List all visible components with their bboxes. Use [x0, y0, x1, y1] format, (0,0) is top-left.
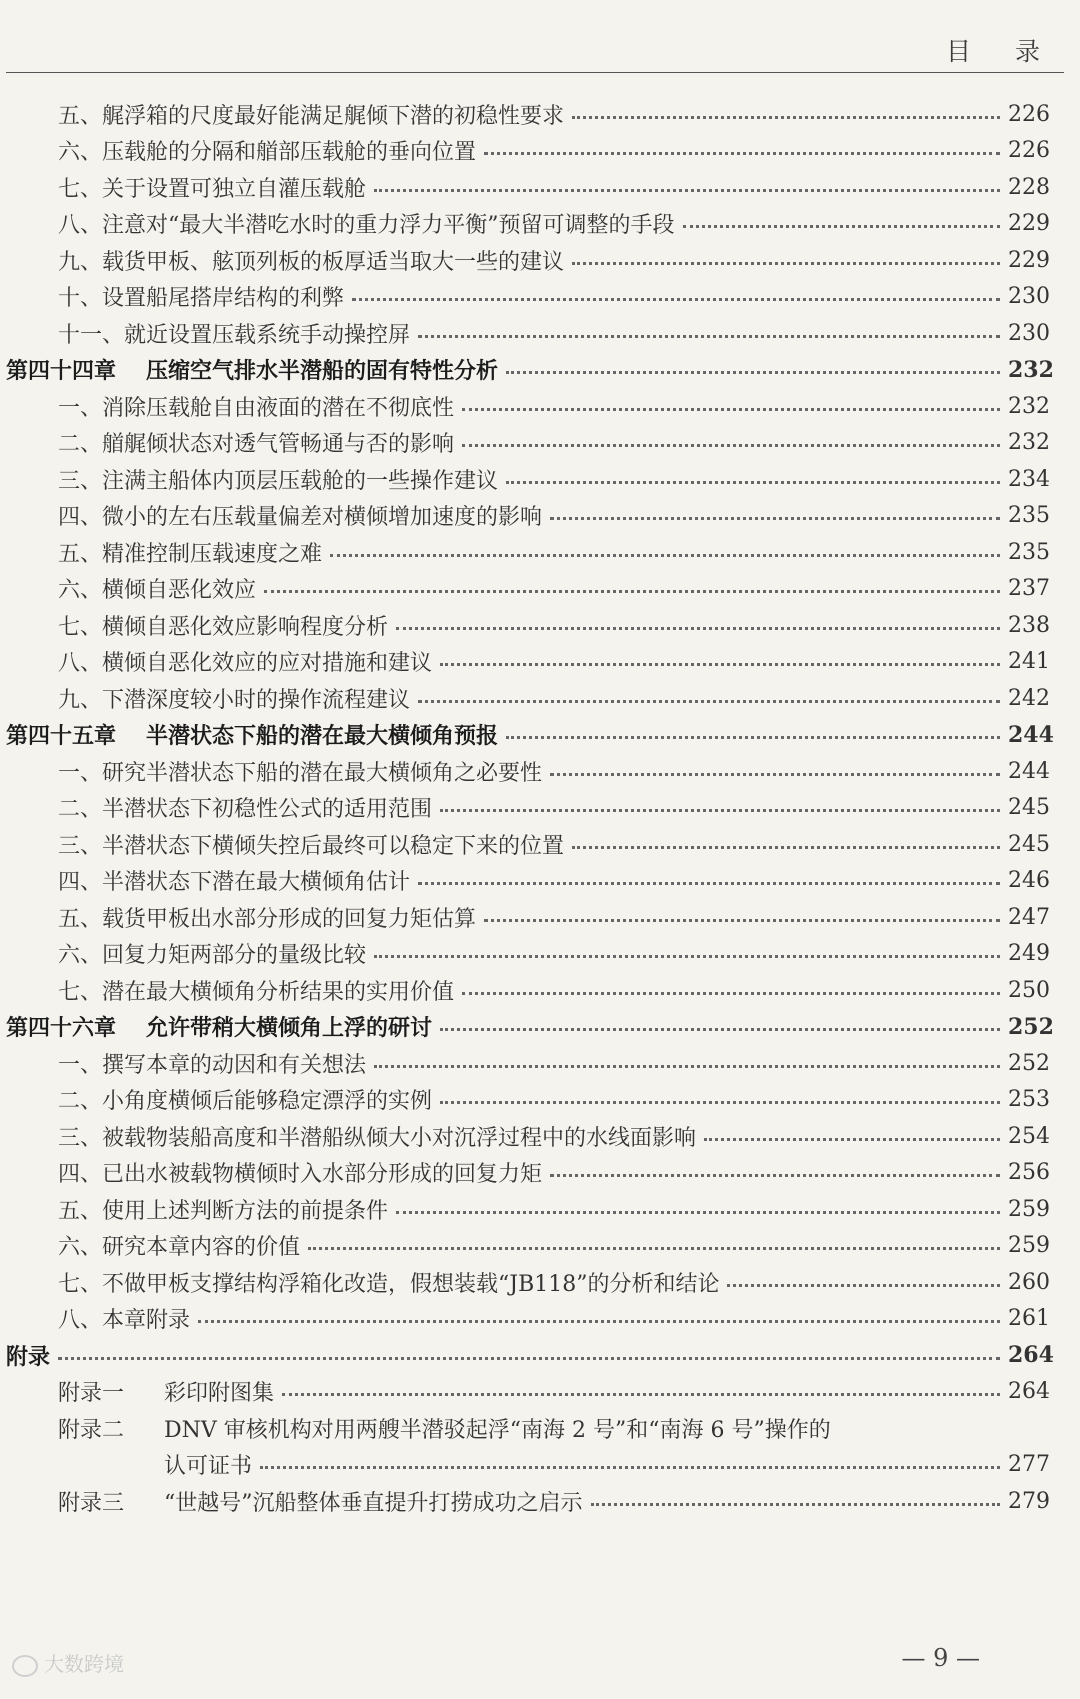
toc-leader-dots: [352, 298, 1000, 301]
toc-leader-dots: [440, 809, 1000, 812]
toc-chapter-number: 第四十五章: [6, 724, 117, 749]
toc-entry-text: 六、研究本章内容的价值: [58, 1235, 301, 1260]
toc-leader-dots: [591, 1503, 1001, 1506]
toc-chapter-entry[interactable]: [0, 1335, 1054, 1375]
toc-leader-dots: [572, 846, 1000, 849]
toc-leader-dots: [396, 627, 1000, 630]
toc-entry[interactable]: [0, 788, 1050, 828]
toc-page-number: 232: [1008, 393, 1050, 419]
toc-entry[interactable]: [0, 1153, 1050, 1193]
toc-entry-title: [58, 281, 344, 312]
toc-chapter-entry[interactable]: [0, 1007, 1054, 1047]
toc-entry-title: [58, 573, 256, 604]
toc-entry-title: [58, 1303, 190, 1334]
watermark: [12, 1648, 124, 1677]
toc-entry-text: 四、已出水被载物横倾时入水部分形成的回复力矩: [58, 1162, 543, 1187]
toc-entry[interactable]: [0, 861, 1050, 901]
toc-page-number: 244: [1008, 758, 1050, 784]
toc-page-number: 246: [1008, 868, 1050, 893]
toc-entry-title: [58, 1486, 583, 1517]
watermark-text: 大数跨境: [44, 1652, 124, 1676]
toc-entry[interactable]: [0, 824, 1050, 864]
toc-leader-dots: [374, 955, 1000, 958]
toc-page-number: 261: [1008, 1306, 1050, 1331]
toc-leader-dots: [198, 1320, 1000, 1323]
toc-entry-text: 压缩空气排水半潜船的固有特性分析: [146, 359, 499, 384]
toc-page-number: 238: [1008, 612, 1050, 638]
watermark-logo-icon: [12, 1655, 38, 1677]
toc-leader-dots: [374, 1065, 1000, 1068]
toc-entry-title: [58, 1230, 300, 1261]
toc-leader-dots: [418, 700, 1000, 703]
toc-page-number: 264: [1008, 1379, 1050, 1404]
toc-leader-dots: [58, 1357, 1000, 1360]
toc-entry-text: 三、被载物装船高度和半潜船纵倾大小对沉浮过程中的水线面影响: [58, 1125, 697, 1151]
toc-leader-dots: [484, 919, 1000, 922]
toc-entry[interactable]: [0, 167, 1050, 207]
toc-page-number: 252: [1008, 1050, 1050, 1076]
toc-page-number: 254: [1008, 1123, 1050, 1149]
toc-leader-dots: [440, 1028, 1000, 1031]
toc-entry-title: [58, 792, 432, 823]
toc-entry-text: 一、研究半潜状态下船的潜在最大横倾角之必要性: [58, 760, 543, 786]
toc-entry-text: 七、不做甲板支撑结构浮箱化改造，假想装载“JB118”的分析和结论: [58, 1271, 720, 1297]
toc-leader-dots: [727, 1284, 1000, 1287]
toc-entry-title: [6, 719, 498, 750]
toc-entry[interactable]: [0, 897, 1050, 937]
toc-entry-text: 允许带稍大横倾角上浮的研讨: [146, 1016, 433, 1041]
toc-entry-text: 十一、就近设置压载系统手动操控屏: [58, 322, 411, 348]
toc-entry-text: 四、半潜状态下潜在最大横倾角估计: [58, 870, 411, 895]
toc-entry-text: 八、注意对“最大半潜吃水时的重力浮力平衡”预留可调整的手段: [58, 213, 675, 238]
toc-entry-text: 一、消除压载舱自由液面的潜在不彻底性: [58, 395, 455, 421]
toc-entry-title: [6, 1011, 432, 1042]
toc-leader-dots: [440, 1101, 1000, 1104]
toc-entry[interactable]: [0, 240, 1050, 280]
toc-entry[interactable]: [0, 277, 1050, 317]
toc-entry[interactable]: [0, 1299, 1050, 1339]
toc-entry[interactable]: [0, 751, 1050, 791]
toc-entry-title: [58, 1376, 274, 1407]
toc-leader-dots: [572, 262, 1000, 265]
toc-page-number: 237: [1008, 576, 1050, 601]
toc-page-number: 234: [1008, 466, 1050, 492]
toc-entry-text: 九、下潜深度较小时的操作流程建议: [58, 687, 411, 713]
toc-entry[interactable]: [0, 459, 1050, 499]
toc-leader-dots: [572, 116, 1000, 119]
toc-entry-text: 五、艉浮箱的尺度最好能满足艉倾下潜的初稳性要求: [58, 103, 565, 129]
toc-entry-text: 八、本章附录: [58, 1308, 191, 1333]
toc-entry-title: [58, 646, 432, 677]
toc-entry[interactable]: [0, 970, 1050, 1010]
toc-entry-title: [6, 1340, 50, 1371]
toc-leader-dots: [330, 554, 1000, 557]
toc-entry-title: [58, 1121, 696, 1152]
toc-leader-dots: [550, 773, 1000, 776]
toc-entry-text: 七、横倾自恶化效应影响程度分析: [58, 614, 389, 640]
toc-entry-title: [58, 537, 322, 568]
toc-appendix-number: 附录二: [58, 1417, 125, 1443]
toc-entry-title: [58, 902, 476, 933]
toc-entry[interactable]: [0, 934, 1050, 974]
toc-entry[interactable]: [0, 94, 1050, 134]
toc-page-number: 226: [1008, 101, 1050, 127]
toc-entry-title: [58, 1084, 432, 1115]
toc-entry[interactable]: [0, 386, 1050, 426]
toc-leader-dots: [484, 152, 1000, 155]
toc-page-number: 259: [1008, 1233, 1050, 1258]
toc-leader-dots: [396, 1211, 1000, 1214]
toc-entry[interactable]: [0, 1043, 1050, 1083]
toc-page-number: 232: [1008, 356, 1054, 383]
toc-entry-text: 附录: [6, 1344, 51, 1370]
header-rule: [6, 72, 1064, 73]
toc-entry-text: 五、使用上述判断方法的前提条件: [58, 1198, 389, 1224]
toc-entry-title: [58, 135, 476, 166]
toc-entry-title: [58, 99, 564, 130]
toc-entry[interactable]: [0, 313, 1050, 353]
toc-entry-text: DNV 审核机构对用两艘半潜驳起浮“南海 2 号”和“南海 6 号”操作的: [164, 1417, 831, 1443]
toc-entry-title: [58, 975, 454, 1006]
page-number: — 9 —: [901, 1644, 980, 1672]
toc-entry-text: 四、微小的左右压载量偏差对横倾增加速度的影响: [58, 505, 543, 530]
toc-page-number: 252: [1008, 1013, 1054, 1040]
toc-entry-title: [58, 318, 410, 349]
toc-entry-title: [58, 829, 564, 860]
toc-leader-dots: [264, 590, 1000, 593]
toc-entry-title: [58, 208, 675, 239]
toc-chapter-entry[interactable]: [0, 715, 1054, 755]
toc-entry-title: [58, 938, 366, 969]
toc-entry-title: [58, 172, 366, 203]
toc-leader-dots: [683, 225, 1001, 228]
toc-entry-title: [58, 391, 454, 422]
toc-entry-title: [164, 1449, 252, 1480]
toc-entry-text: 二、半潜状态下初稳性公式的适用范围: [58, 797, 433, 822]
page-header-title: 目 录: [946, 37, 1058, 66]
toc-appendix-number: 附录三: [58, 1490, 125, 1516]
toc-entry-title: [58, 1267, 719, 1298]
toc-entry[interactable]: [0, 1116, 1050, 1156]
toc-entry[interactable]: [0, 642, 1050, 682]
toc-entry-text: 六、回复力矩两部分的量级比较: [58, 943, 367, 968]
toc-entry-text: “世越号”沉船整体垂直提升打捞成功之启示: [164, 1490, 583, 1516]
toc-entry-title: [58, 500, 542, 531]
toc-entry-title: [58, 865, 410, 896]
toc-page-number: 264: [1008, 1342, 1054, 1368]
toc-entry[interactable]: [0, 204, 1050, 244]
toc-entry-text: 一、撰写本章的动因和有关想法: [58, 1052, 367, 1078]
toc-page-number: 229: [1008, 211, 1050, 236]
toc-entry[interactable]: [0, 1226, 1050, 1266]
toc-entry-text: 五、精准控制压载速度之难: [58, 541, 323, 567]
toc-entry-text: 十、设置船尾搭岸结构的利弊: [58, 286, 345, 311]
toc-leader-dots: [462, 992, 1000, 995]
toc-entry[interactable]: [0, 1445, 1050, 1485]
toc-leader-dots: [440, 663, 1000, 666]
toc-entry-text: 七、关于设置可独立自灌压载舱: [58, 176, 367, 202]
toc-page-number: 253: [1008, 1087, 1050, 1112]
toc-entry-text: 八、横倾自恶化效应的应对措施和建议: [58, 651, 433, 676]
toc-leader-dots: [418, 335, 1000, 338]
toc-leader-dots: [550, 517, 1000, 520]
toc-leader-dots: [418, 882, 1000, 885]
toc-entry-title: [58, 610, 388, 641]
toc-leader-dots: [374, 189, 1000, 192]
toc-page-number: 259: [1008, 1196, 1050, 1222]
toc-entry[interactable]: [0, 1481, 1050, 1521]
toc-leader-dots: [506, 481, 1000, 484]
toc-entry-title: [58, 464, 498, 495]
toc-leader-dots: [462, 444, 1000, 447]
toc-page-number: 245: [1008, 831, 1050, 857]
toc-page-number: 241: [1008, 649, 1050, 674]
toc-leader-dots: [282, 1393, 1000, 1396]
toc-entry[interactable]: [0, 1080, 1050, 1120]
toc-entry-text: 彩印附图集: [164, 1381, 275, 1406]
toc-entry-text: 五、载货甲板出水部分形成的回复力矩估算: [58, 906, 477, 932]
toc-entry-text: 认可证书: [164, 1454, 253, 1479]
toc-entry[interactable]: [0, 131, 1050, 171]
toc-entry-text: 九、载货甲板、舷顶列板的板厚适当取大一些的建议: [58, 249, 565, 275]
toc-page-number: 250: [1008, 977, 1050, 1003]
toc-entry-title: [58, 1413, 831, 1444]
toc-page-number: 235: [1008, 539, 1050, 565]
toc-entry[interactable]: [0, 1262, 1050, 1302]
toc-page-number: 229: [1008, 247, 1050, 273]
toc-leader-dots: [704, 1138, 1000, 1141]
toc-entry[interactable]: [0, 532, 1050, 572]
toc-appendix-number: 附录一: [58, 1381, 125, 1406]
toc-entry-title: [58, 1157, 542, 1188]
toc-page-number: 260: [1008, 1269, 1050, 1295]
toc-page-number: 249: [1008, 941, 1050, 966]
toc-entry[interactable]: [0, 1372, 1050, 1412]
toc-page-number: 277: [1008, 1452, 1050, 1477]
toc-entry[interactable]: [0, 1189, 1050, 1229]
toc-entry[interactable]: [0, 496, 1050, 536]
toc-page-number: 247: [1008, 904, 1050, 930]
toc-chapter-entry[interactable]: [0, 350, 1054, 390]
toc-entry[interactable]: [0, 569, 1050, 609]
toc-chapter-number: 第四十六章: [6, 1016, 117, 1041]
toc-leader-dots: [550, 1174, 1000, 1177]
toc-entry[interactable]: [0, 1408, 1050, 1448]
toc-page-number: 244: [1008, 721, 1054, 748]
toc-page-number: 256: [1008, 1160, 1050, 1185]
toc-entry-text: 六、压载舱的分隔和艏部压载舱的垂向位置: [58, 140, 477, 165]
toc-entry-title: [6, 354, 498, 385]
toc-leader-dots: [462, 408, 1000, 411]
toc-page-number: 228: [1008, 174, 1050, 200]
toc-entry-title: [58, 756, 542, 787]
toc-entry-title: [58, 245, 564, 276]
toc-leader-dots: [506, 736, 1000, 739]
toc-entry-title: [58, 1048, 366, 1079]
toc-entry-title: [58, 683, 410, 714]
toc-page-number: 230: [1008, 284, 1050, 309]
toc-leader-dots: [308, 1247, 1000, 1250]
toc-page-number: 279: [1008, 1488, 1050, 1514]
toc-page-number: 245: [1008, 795, 1050, 820]
toc-leader-dots: [260, 1466, 1000, 1469]
toc-entry[interactable]: [0, 678, 1050, 718]
toc-entry-text: 半潜状态下船的潜在最大横倾角预报: [146, 724, 499, 749]
toc-entry-title: [58, 427, 454, 458]
toc-leader-dots: [506, 371, 1000, 374]
toc-entry-text: 二、小角度横倾后能够稳定漂浮的实例: [58, 1089, 433, 1114]
toc-page-number: 226: [1008, 138, 1050, 163]
toc-entry-text: 七、潜在最大横倾角分析结果的实用价值: [58, 979, 455, 1005]
toc-entry-text: 三、注满主船体内顶层压载舱的一些操作建议: [58, 468, 499, 494]
toc-page-number: 230: [1008, 320, 1050, 346]
toc-entry-text: 三、半潜状态下横倾失控后最终可以稳定下来的位置: [58, 833, 565, 859]
toc-page-number: 235: [1008, 503, 1050, 528]
toc-entry-text: 二、艏艉倾状态对透气管畅通与否的影响: [58, 432, 455, 457]
toc-page-number: 232: [1008, 430, 1050, 455]
toc-page-number: 242: [1008, 685, 1050, 711]
toc-entry-title: [58, 1194, 388, 1225]
toc-entry[interactable]: [0, 423, 1050, 463]
toc-entry-text: 六、横倾自恶化效应: [58, 578, 257, 603]
toc-chapter-number: 第四十四章: [6, 359, 117, 384]
toc-entry[interactable]: [0, 605, 1050, 645]
